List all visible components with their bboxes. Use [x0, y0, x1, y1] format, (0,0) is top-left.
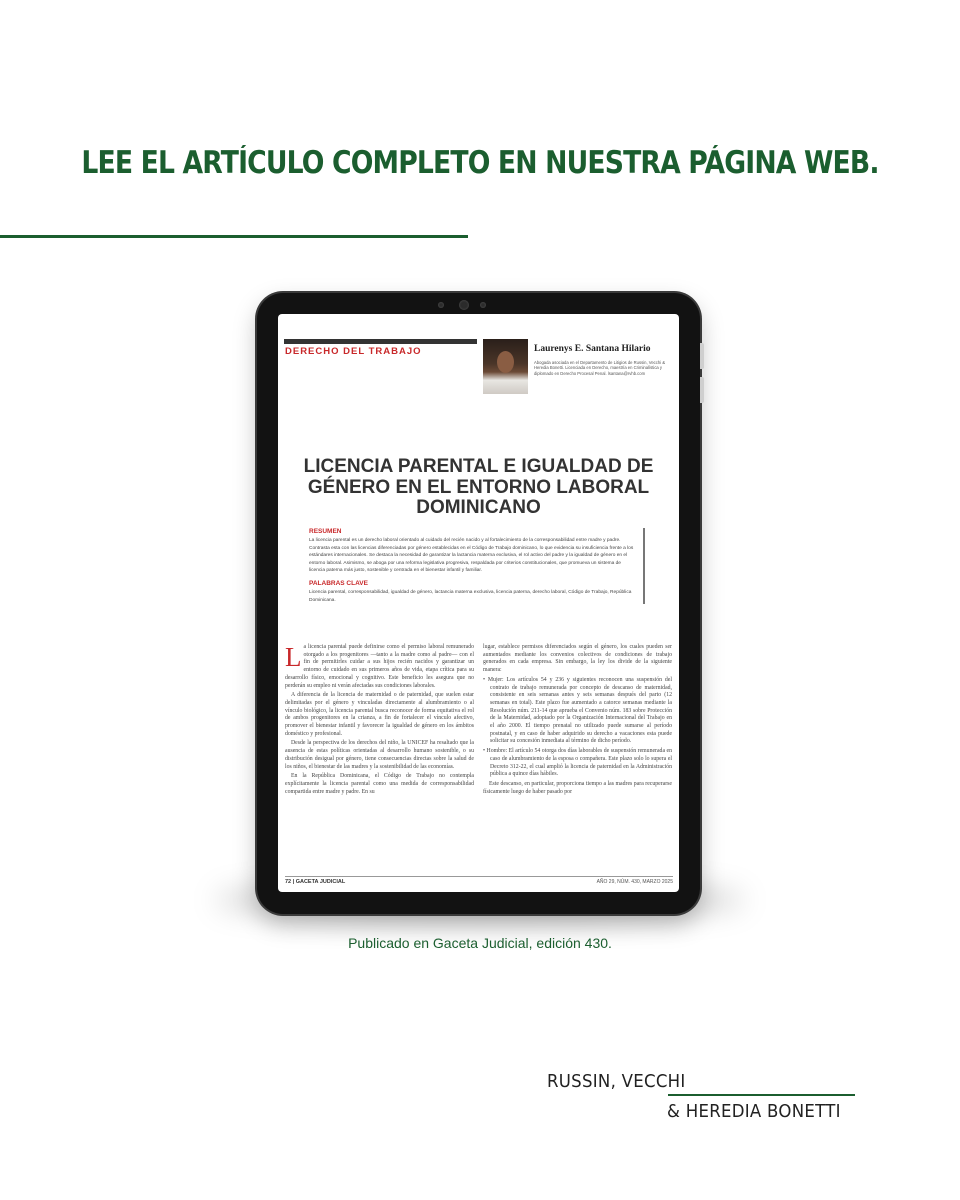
sensor-icon [480, 302, 486, 308]
paragraph: En la República Dominicana, el Código de Trabajo no contempla explícitamente la licencia parental como una medida de corresponsabilidad compartida entre madre y padre. En su [285, 773, 474, 795]
paragraph: Este descanso, en particular, proporciona tiempo a las madres para recuperarse físicamente luego de haber pasado por [483, 780, 672, 795]
page-footer-right: AÑO 29, NÚM. 430, MARZO 2025 [596, 879, 673, 885]
author-photo [483, 339, 528, 394]
camera-bar [435, 299, 497, 311]
body-column-right [483, 644, 672, 798]
logo-line-2: & HEREDIA BONETTI [667, 1101, 841, 1122]
paragraph: La licencia parental puede definirse como el permiso laboral remunerado otorgado a los progenitores —tanto a la madre como al padre— con el fin de permitirles cuidar a sus hijos recién nacidos y garantizar un entorno de cuidado en sus primeros años de vida, etapa crítica para su desarrollo físico, emocional y cognitivo. Este beneficio les asegura que no perderán su empleo ni verán afectadas sus condiciones laborales. [285, 642, 474, 689]
paragraph: Desde la perspectiva de los derechos del niño, la UNICEF ha resaltado que la ausencia de estas políticas orientadas al desarrollo humano sostenible, o su distribución desigual por género, tiene consecuencias directas sobre la salud de los niños, el bienestar de las madres y la sostenibilidad de las economías. [285, 740, 474, 770]
author-bio: Abogada asociada en el Departamento de Litigios de Russin, Vecchi & Heredia Bonetti. Licenciada en Derecho, maestría en Criminalística y diplomado en Derecho Procesal Penal. lsantana@rvhb.com [534, 360, 666, 376]
footer-divider [285, 876, 673, 877]
magazine-page [278, 314, 679, 892]
body-column-left [285, 644, 474, 798]
bullet-item: • Hombre: El artículo 54 otorga dos días laborables de suspensión remunerada en caso de alumbramiento de la esposa o compañera. Este plazo solo lo supera el Decreto 312-22, el cual amplió la licencia de paternidad en la Administración pública a quince días hábiles. [483, 748, 672, 778]
keywords-heading: PALABRAS CLAVE [309, 579, 368, 587]
headline: LEE EL ARTÍCULO COMPLETO EN NUESTRA PÁGINA WEB. [81, 145, 879, 181]
paragraph: A diferencia de la licencia de maternidad o de paternidad, que suelen estar delimitadas por el género y vinculadas directamente al alumbramiento o al vínculo biológico, la licencia parental busca reconocer de forma equitativa el rol de ambos progenitores en la crianza, a fin de fortalecer el vínculo afectivo, promover el bienestar infantil y favorecer la igualdad de género en los ámbitos doméstico y profesional. [285, 692, 474, 737]
paragraph: lugar, establece permisos diferenciados según el género, los cuales pueden ser aumentados mediante los convenios colectivos de condiciones de trabajo generados en cada empresa. Sin embargo, la ley los divide de la siguiente manera: [483, 644, 672, 674]
tablet-power-button [700, 377, 704, 403]
caption: Publicado en Gaceta Judicial, edición 430. [348, 935, 612, 951]
section-label: DERECHO DEL TRABAJO [285, 346, 422, 357]
article-title: LICENCIA PARENTAL E IGUALDAD DE GÉNERO EN EL ENTORNO LABORAL DOMINICANO [303, 456, 654, 518]
keywords-text: Licencia parental, corresponsabilidad, igualdad de género, lactancia materna exclusiva, licencia paterna, derecho laboral, Código de Trabajo, República Dominicana. [309, 589, 632, 603]
section-bar [284, 339, 477, 344]
bullet-item: • Mujer: Los artículos 54 y 236 y siguientes reconocen una suspensión del contrato de trabajo remunerada por concepto de descanso de maternidad, consistente en seis semanas antes y seis semanas después del parto (12 semanas en total). Este plazo fue aumentado a catorce semanas mediante la Resolución núm. 211-14 que aprueba el Convenio núm. 183 sobre Protección de la Maternidad, adoptado por la Organización Internacional del Trabajo en el año 2000. El tiempo prenatal no utilizado puede sumarse al período postnatal, y en caso de haber adquirido su derecho a vacaciones esta puede solicitar su concesión inmediata al término de dicho período. [483, 676, 672, 745]
dropcap: L [285, 642, 302, 672]
logo-line-1: RUSSIN, VECCHI [547, 1071, 686, 1092]
abstract-text: La licencia parental es un derecho laboral orientado al cuidado del recién nacido y al fortalecimiento de la corresponsabilidad entre madre y padre. Contrasta esta con las licencias diferenciadas por género establecidas en el Código de Trabajo dominicano, lo que evidencia su insuficiencia frente a los estándares internacionales. Se destaca la necesidad de garantizar la lactancia materna exclusiva, el rol activo del padre y la igualdad de género en el entorno laboral. Asimismo, se aboga por una reforma legislativa progresiva, respaldada por criterios constitucionales, que promueva un sistema de licencia paterna más justo, sostenible y centrada en el bienestar infantil y familiar. [309, 538, 634, 574]
logo-rule [668, 1094, 855, 1096]
headline-divider [0, 235, 468, 238]
tablet-volume-button [700, 343, 704, 369]
camera-icon [459, 300, 469, 310]
page-footer-left: 72 | GACETA JUDICIAL [285, 879, 346, 885]
abstract-box [309, 528, 645, 604]
tablet-device [257, 293, 700, 914]
author-name: Laurenys E. Santana Hilario [534, 344, 651, 354]
sensor-icon [438, 302, 444, 308]
abstract-heading: RESUMEN [309, 528, 342, 535]
